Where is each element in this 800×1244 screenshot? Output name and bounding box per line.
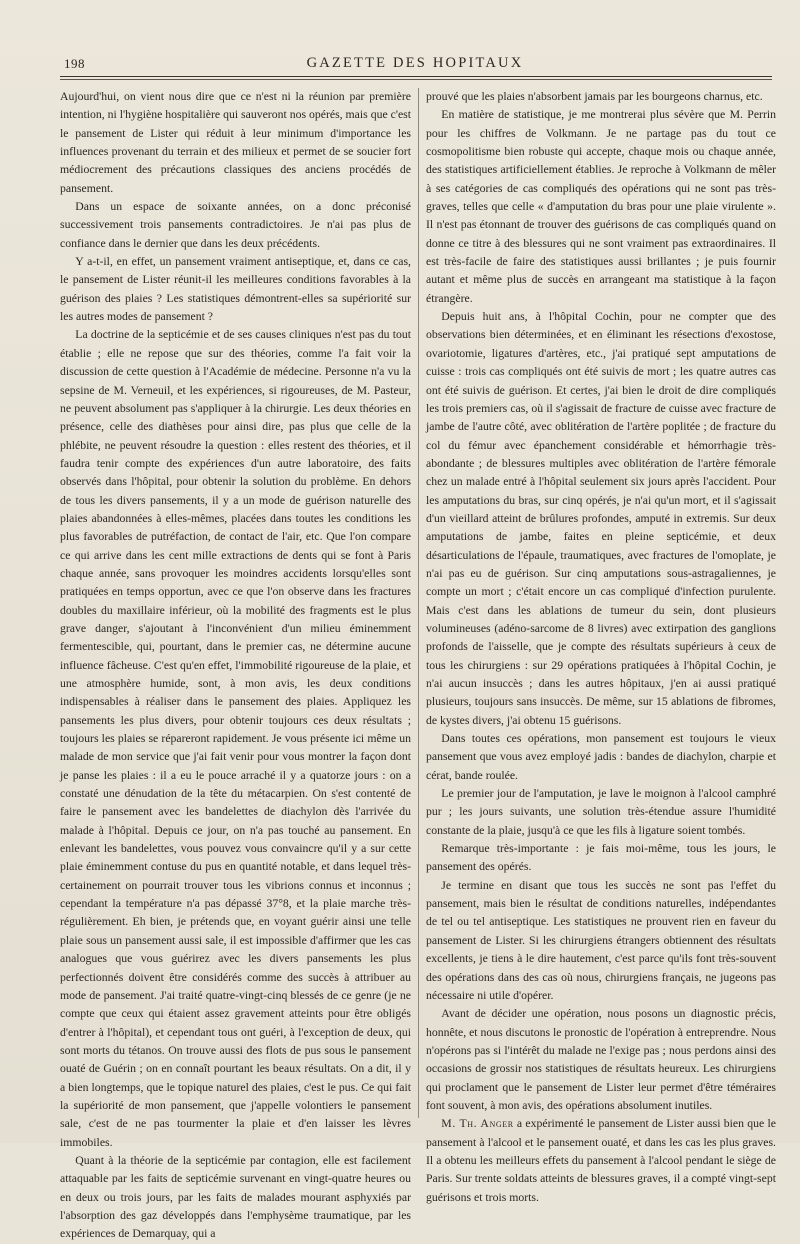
paragraph: En matière de statistique, je me montrerai plus sévère que M. Perrin pour les chiffres de Volkmann. Je ne partage pas du tout ce cosmopolitisme bien robuste qui accepte, chaque mois ou chaque année, des statistiques artificiellement établies. Je reproche à Volkmann de mêler à ses catégories de cas compliqués des opérations qui ne sont pas très-graves, telles que celle « d'amputation du bras pour une plaie virulente ». Il n'est pas étonnant de trouver des guérisons de cas compliqués quand on donne ce titre à des blessures qui ne sont vraiment pas extraordinaires. Il est très-facile de faire des statistiques aussi brillantes ; je puis fournir autant et même plus de succès en arrangeant ma statistique à la façon étrangère. [426, 108, 776, 305]
paragraph: Je termine en disant que tous les succès ne sont pas l'effet du pansement, mais bien le résultat de conditions naturelles, indépendantes de tel ou tel antiseptique. Les statistiques ne prouvent rien en faveur du pansement de Lister. Si les chirurgiens étrangers obtiennent des résultats excellents, je tiens à le dire hautement, c'est parce qu'ils font très-souvent des opérations dans des cas où nous, chirurgiens français, ne jugeons pas nécessaire ni utile d'opérer. [426, 878, 776, 1002]
paragraph: Le premier jour de l'amputation, je lave le moignon à l'alcool camphré pur ; les jours suivants, une solution très-étendue assure l'humidité constante de la plaie, jusqu'à ce que les fils à ligature soient tombés. [426, 787, 776, 837]
paragraph: Avant de décider une opération, nous posons un diagnostic précis, honnête, et nous discutons le pronostic de l'opération à entreprendre. Nous n'opérons pas si l'intérêt du malade ne l'exige pas ; nous perdons ainsi des occasions de grossir nos statistiques de résultats heureux. Les chirurgiens qui proclament que le pansement de Lister leur permet d'être téméraires font souvent, à mon avis, des opérations absolument inutiles. [426, 1007, 776, 1112]
paragraph: Aujourd'hui, on vient nous dire que ce n'est ni la réunion par première intention, ni l'hygiène hospitalière qui sauveront nos opérés, mais que c'est le pansement de Lister qui réduit à leur minimum d'importance les influences provenant du terrain et des milieux et permet de se soucier fort médiocrement des précautions classiques des anciens procédés de pansement. [60, 90, 411, 195]
paragraph: prouvé que les plaies n'absorbent jamais par les bourgeons charnus, etc. [426, 90, 763, 103]
paragraph-speaker [426, 1115, 776, 1207]
running-title: GAZETTE DES HOPITAUX [306, 55, 524, 71]
right-column [426, 88, 776, 1204]
paragraph: La doctrine de la septicémie et de ses causes cliniques n'est pas du tout établie ; elle ne repose que sur des théories, comme l'a fait voir la discussion de cette question à l'Académie de médecine. Personne n'a vu la sepsine de M. Verneuil, et les expériences, si rigoureuses, de M. Pasteur, ne peuvent absolument pas s'appliquer à la chirurgie. Les deux théories en présence, celle des diathèses pour ainsi dire, pas plus que celle de la phlébite, ne peuvent résoudre la question : elles restent des théories, et il faudra tenir compte des expériences d'un autre laboratoire, des faits observés dans l'hôpital, pour obtenir la solution du problème. En dehors de tous les divers pansements, il y a un mode de guérison naturelle des plaies abandonnées à elles-mêmes, placées dans toutes les conditions les plus favorables de putréfaction, de contact de l'air, etc. Que l'on compare ce qui arrive dans les cent mille extractions de dents qui se font à Paris chaque année, sans provoquer les moindres accidents lorsqu'elles sont pratiquées en temps opportun, avec ce que l'on observe dans les fractures doubles du maxillaire inférieur, où la mobilité des fragments est le plus grave danger, s'ajoutant à l'inconvénient d'un milieu éminemment fermentescible, qui, pourtant, dans le premier cas, ne détermine aucune influence fâcheuse. C'est qu'en effet, l'immobilité rigoureuse de la plaie, et une atmosphère humide, sont, à mon avis, les deux conditions indispensables à réaliser dans le pansement des plaies. Appliquez les pansements les plus divers, pour obtenir toujours ces deux résultats ; toujours les plaies se répareront rapidement. Je vous présente ici même un malade de mon service que j'ai fait venir pour vous montrer la façon dont je panse les plaies : il a eu le pouce arraché il y a quatorze jours : on a constaté une dénudation de la tête du métacarpien. On s'est contenté de faire le pansement avec les bandelettes de diachylon dès l'arrivée du malade à l'hôpital. Depuis ce jour, on n'a pas touché au pansement. En enlevant les bandelettes, vous pouvez vous convaincre qu'il y a sur cette plaie éminemment contuse du pus en quantité notable, et dans lequel très-certainement on pourrait trouver tous les vibrions connus et inconnus ; cependant la température n'a pas dépassé 37°8, et la plaie marche très-régulièrement. Eh bien, je prétends que, en voyant guérir ainsi une telle plaie sous un pansement aussi sale, il est impossible d'affirmer que les cas analogues que vous guérirez avec les divers pansements les plus perfectionnés doivent être considérés comme des succès à attribuer au mode de pansement. J'ai traité quatre-vingt-cinq blessés de ce genre (je ne compte que ceux qui étaient assez gravement atteints pour être obligés d'entrer à l'hôpital), et cependant tous ont guéri, à l'exception de deux, qui sont morts du tétanos. On trouve aussi des flots de pus sous le pansement ouaté de Guérin ; on en connaît pourtant les beaux résultats. On a dit, il y a bien longtemps, que le topique naturel des plaies, c'est le pus. Ce qui fait la supériorité de mon pansement, que j'appelle volontiers le pansement sale, c'est de ne pas tourmenter la plaie et d'en laisser les lèvres immobiles. [60, 328, 411, 1149]
page-number: 198 [64, 56, 85, 71]
paragraph: Y a-t-il, en effet, un pansement vraiment antiseptique, et, dans ce cas, le pansement de Lister réunit-il les meilleures conditions favorables à la guérison des plaies ? Les statistiques démontrent-elles sa supériorité sur les autres modes de pansement ? [60, 255, 411, 324]
page-header [56, 50, 774, 72]
paragraph: Remarque très-importante : je fais moi-même, tous les jours, le pansement des opérés. [426, 842, 776, 874]
paragraph: Depuis huit ans, à l'hôpital Cochin, pour ne compter que des observations bien déterminées, et en éliminant les résections d'exostose, ovariotomie, ligatures d'artères, etc., j'ai pratiqué sept amputations de cuisse : trois cas compliqués ont été suivis de mort ; les quatre autres cas ont été suivis de guérison. Et certes, j'ai bien le droit de dire compliqués les trois premiers cas, où il s'agissait de fracture de cuisse avec fracture de jambe de l'autre côté, avec oblitération de l'artère poplitée ; de fracture du col du fémur avec épanchement considérable et hémorrhagie très-abondante ; de blessures multiples avec oblitération de l'artère fémorale chez un malade entré à l'hôpital seulement six jours après l'accident. Pour les amputations du bras, sur cinq opérés, je n'ai qu'un mort, et il s'agissait d'un vieillard atteint de brûlures profondes, amputé in extremis. Sur deux amputations de jambe, faites en pleine septicémie, et deux désarticulations de l'épaule, traumatiques, avec fractures de l'omoplate, je n'ai pas eu de guérison. Sur cinq amputations sous-astragaliennes, je compte un mort ; c'était encore un cas compliqué d'infection purulente. Mais c'est dans les ablations de tumeur du sein, dont plusieurs volumineuses (adéno-sarcome de 8 livres) avec extirpation des ganglions profonds de l'aisselle, que je compte des résultats supérieurs à ceux de tous les chirurgiens : sur 29 opérations pratiquées à l'hôpital Cochin, je n'ai aucun insuccès ; dans les autres hôpitaux, j'en ai aussi pratiqué plusieurs, toujours sans insuccès. De même, sur 15 ablations de fibromes, de kystes divers, j'ai obtenu 15 guérisons. [426, 310, 776, 727]
paragraph: Dans toutes ces opérations, mon pansement est toujours le vieux pansement que vous avez employé jadis : bandes de diachylon, charpie et cérat, bande roulée. [426, 732, 776, 782]
paragraph: Quant à la théorie de la septicémie par contagion, elle est facilement attaquable par les faits de septicémie survenant en vingt-quatre heures ou en deux ou trois jours, par les faits de malades mourant asphyxiés par l'absorption des gaz développés dans l'emphysème traumatique, par les expériences de Demarquay, qui a [60, 1153, 411, 1241]
header-rule-thin [60, 79, 772, 80]
speaker-name: M. Th. Anger [441, 1117, 514, 1131]
paragraph: Dans un espace de soixante années, on a donc préconisé successivement trois pansements contradictoires. Je n'ai pas plus de confiance dans le dernier que dans les deux précédents. [60, 200, 411, 250]
left-column [60, 88, 411, 1241]
header-rule [60, 76, 772, 77]
column-divider [418, 88, 419, 1118]
speaker-text: a expérimenté le pansement de Lister aussi bien que le pansement à l'alcool et le pansement ouaté, et dans les cas les plus graves. Il a obtenu les meilleurs effets du pansement à l'alcool pendant le siège de Paris. Sur trente soldats atteints de blessures graves, il a compté vingt-sept guérisons et trois morts. [426, 1117, 776, 1204]
